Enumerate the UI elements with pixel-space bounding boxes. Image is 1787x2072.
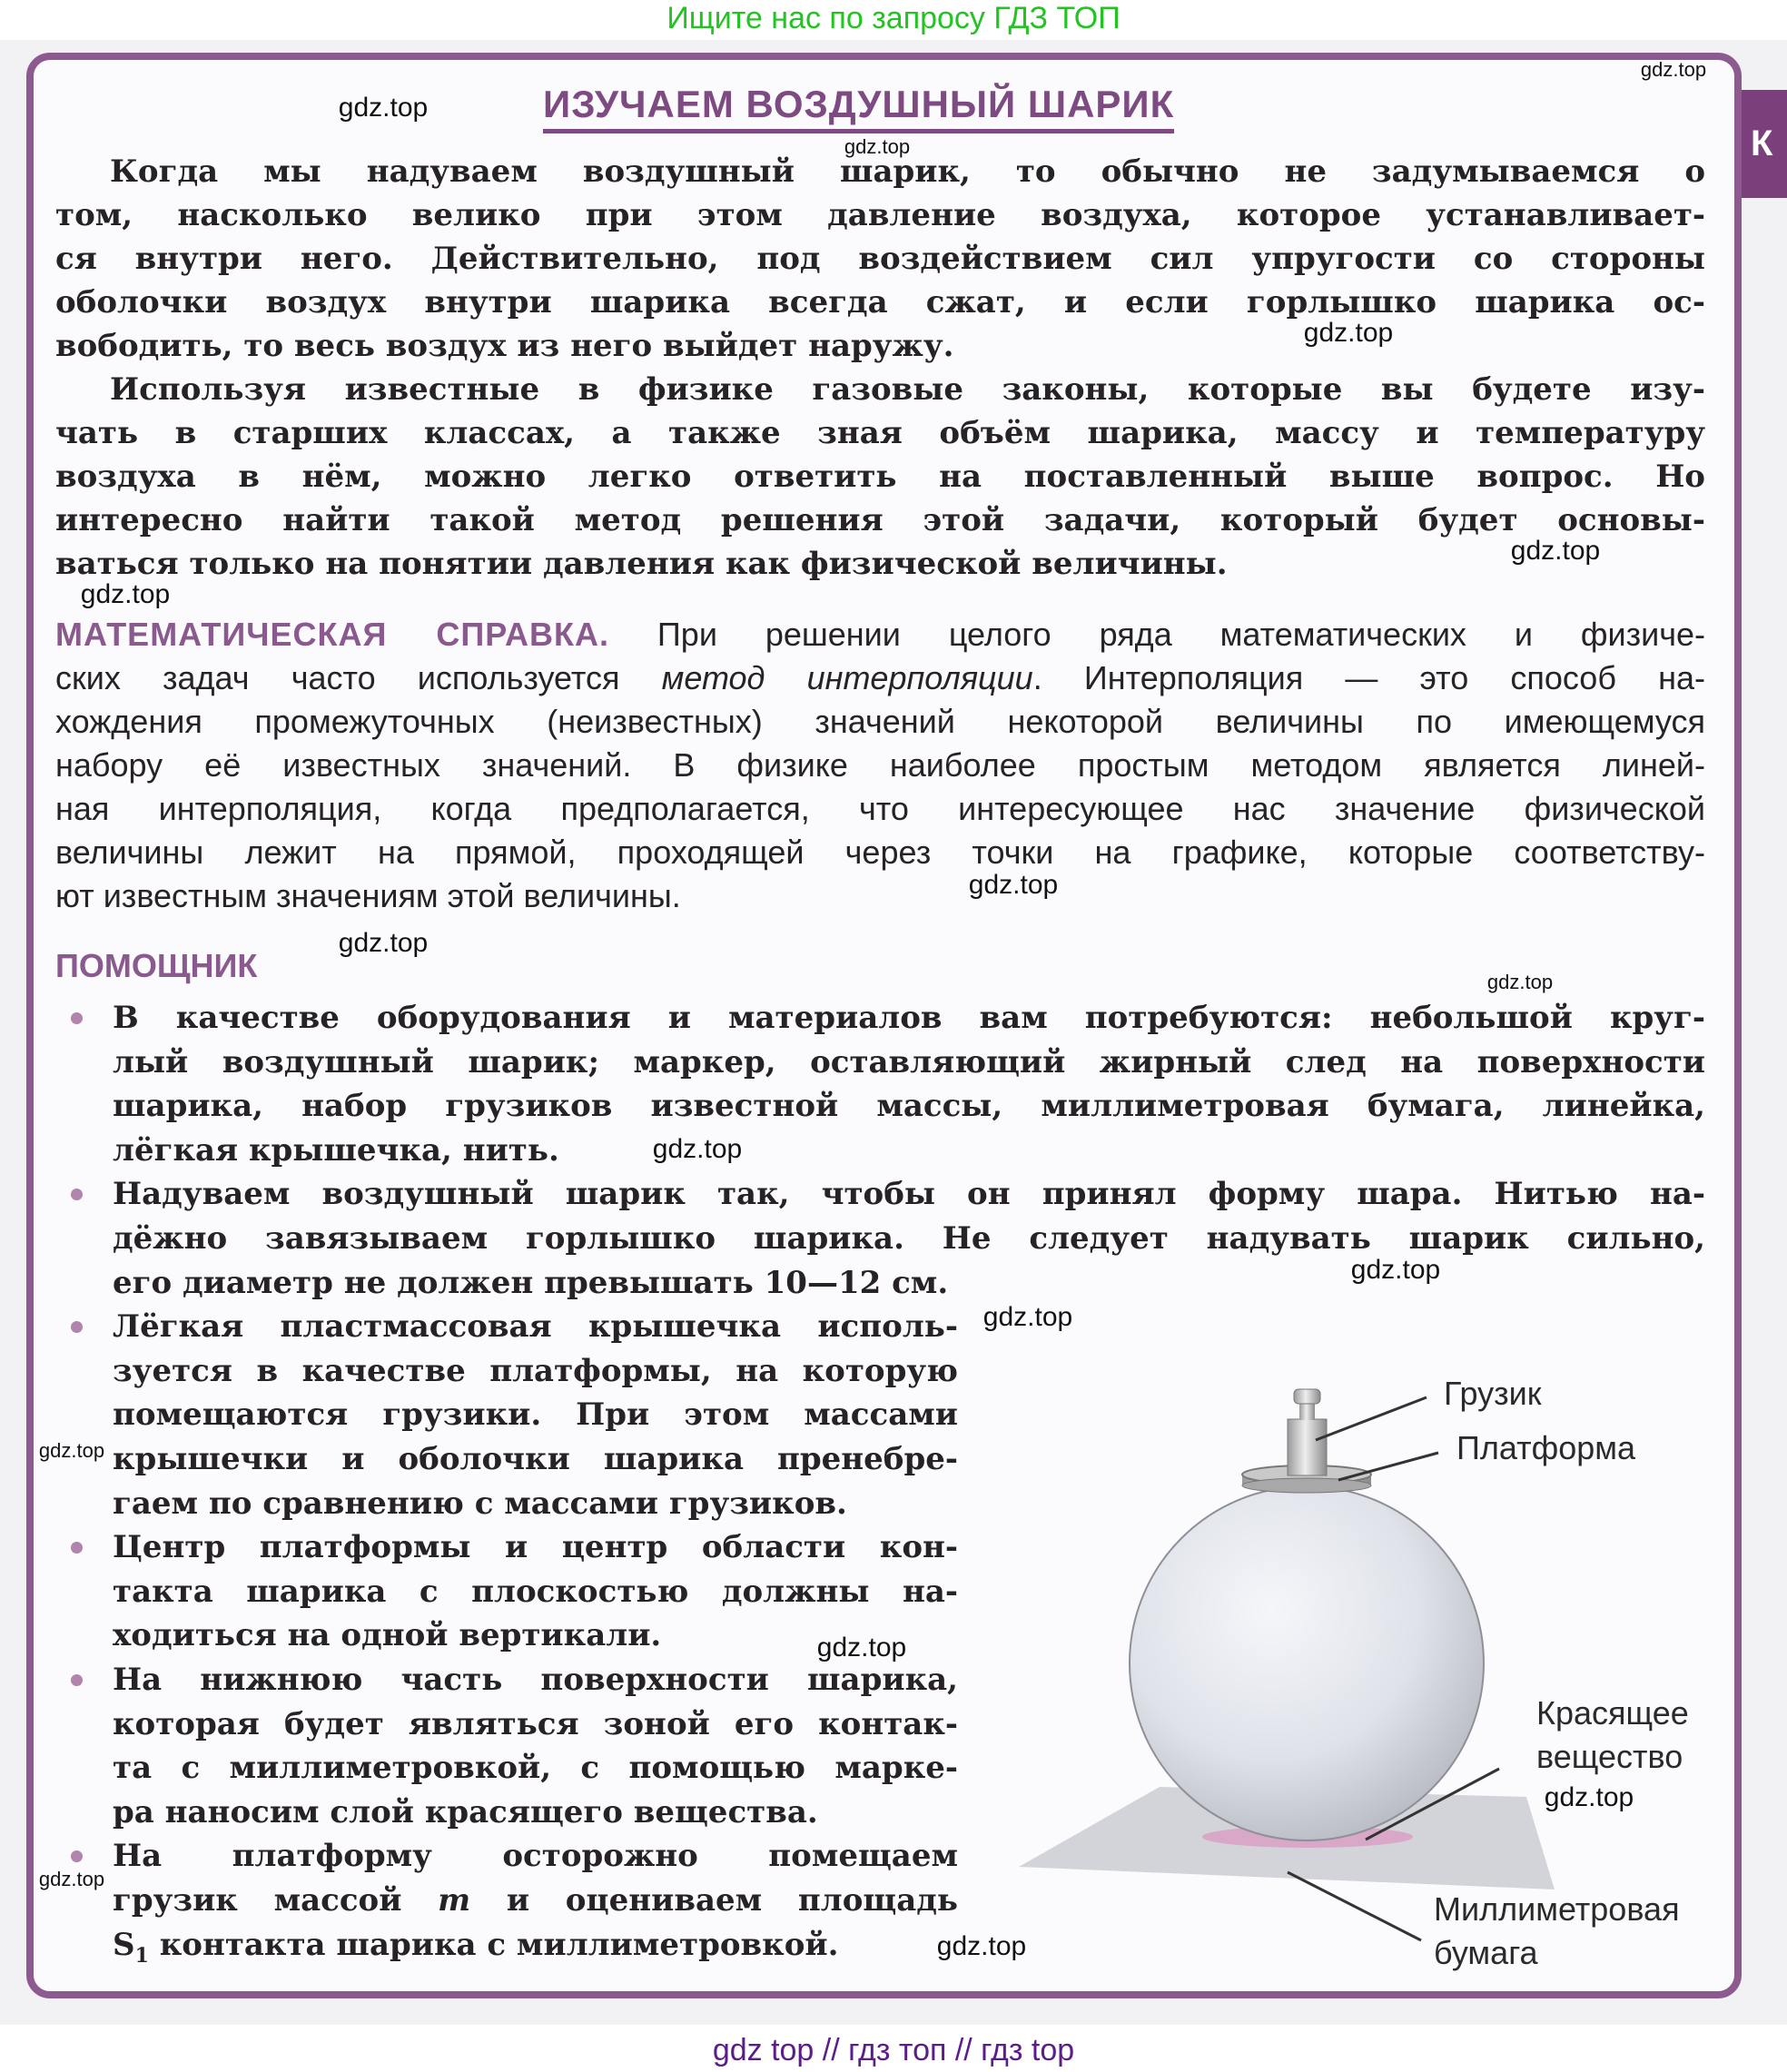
- bullet-line: Центр платформы и центр области кон-: [113, 1529, 958, 1566]
- math-line: ют известным значениям этой величины.: [55, 877, 681, 914]
- weight-neck: [1299, 1404, 1315, 1420]
- math-text: . Интерполяция — это способ на-: [1032, 659, 1706, 696]
- label-platform: Платформа: [1456, 1429, 1636, 1466]
- bullet-line: Надуваем воздушный шарик так, чтобы он принял форму шара. Нитью на-: [113, 1176, 1705, 1213]
- weight-knob: [1294, 1389, 1320, 1404]
- footer-links[interactable]: gdz top // гдз топ // гдз top: [712, 2033, 1075, 2067]
- paragraph-line: Используя известные в физике газовые законы, которые вы будете изу-: [110, 371, 1705, 408]
- math-line: величины лежит на прямой, проходящей через точки на графике, которые соответству-: [55, 834, 1705, 871]
- paragraph-line: воздуха в нём, можно легко ответить на поставленный выше вопрос. Но: [55, 459, 1705, 495]
- paragraph-line: Когда мы надуваем воздушный шарик, то обычно не задумываемся о: [110, 153, 1705, 190]
- area-variable: S: [113, 1926, 135, 1963]
- watermark: gdz.top: [338, 928, 429, 958]
- area-subscript: 1: [134, 1943, 149, 1968]
- balloon: [1130, 1486, 1484, 1840]
- weight-body: [1288, 1419, 1327, 1475]
- label-dye-2: вещество: [1536, 1738, 1683, 1775]
- watermark: gdz.top: [1640, 58, 1707, 81]
- watermark: gdz.top: [1350, 1255, 1441, 1285]
- watermark: gdz.top: [844, 135, 911, 158]
- bullet-line: Лёгкая пластмассовая крышечка исполь-: [113, 1308, 958, 1346]
- bullet-line: дёжно завязываем горлышко шарика. Не следует надувать шарик сильно,: [113, 1220, 1705, 1257]
- bullet-text: контакта шарика с миллиметровкой.: [148, 1926, 839, 1963]
- bullet-line: крышечки и оболочки шарика пренебре-: [113, 1441, 958, 1477]
- paragraph-line: ваться только на понятии давления как физической величины.: [55, 546, 1228, 582]
- bullet-text: грузик массой: [113, 1882, 439, 1919]
- page-title: ИЗУЧАЕМ ВОЗДУШНЫЙ ШАРИК: [543, 82, 1174, 133]
- math-line: хождения промежуточных (неизвестных) значений некоторой величины по имеющемуся: [55, 703, 1705, 740]
- math-heading: МАТЕМАТИЧЕСКАЯ СПРАВКА.: [55, 616, 610, 653]
- watermark: gdz.top: [338, 93, 429, 123]
- bullet-line: ходиться на одной вертикали.: [113, 1617, 662, 1654]
- bullet-line: зуется в качестве платформы, на которую: [113, 1352, 958, 1389]
- paragraph-line: ся внутри него. Действительно, под воздействием сил упругости со стороны: [55, 241, 1705, 277]
- helper-heading: ПОМОЩНИК: [55, 947, 258, 984]
- watermark: gdz.top: [936, 1931, 1027, 1961]
- math-line: набору её известных значений. В физике наиболее простым методом является линей-: [55, 746, 1705, 784]
- math-text: ских задач часто используется: [55, 659, 662, 696]
- bullet-line: На платформу осторожно помещаем: [113, 1838, 958, 1875]
- search-banner[interactable]: Ищите нас по запросу ГДЗ ТОП: [666, 1, 1121, 35]
- label-weight: Грузик: [1444, 1375, 1542, 1412]
- watermark: gdz.top: [1510, 536, 1601, 566]
- mass-variable: m: [438, 1882, 471, 1919]
- paragraph-line: вободить, то весь воздух из него выйдет наружу.: [55, 328, 954, 364]
- bullet-line: В качестве оборудования и материалов вам потребуются: небольшой круг-: [113, 1000, 1705, 1036]
- bullet-line: его диаметр не должен превышать 10—12 см.: [113, 1264, 949, 1301]
- watermark: gdz.top: [968, 870, 1059, 900]
- bullet-line: ра наносим слой красящего вещества.: [113, 1793, 818, 1830]
- paragraph-line: чать в старших классах, а также зная объём шарика, массу и температуру: [55, 415, 1705, 451]
- bullet-line: которая будет являться зоной его контак-: [113, 1705, 958, 1742]
- paragraph-line: том, насколько велико при этом давление воздуха, которое устанавливает-: [55, 197, 1705, 233]
- leader-platform: [1338, 1453, 1438, 1480]
- bullet-line: шарика, набор грузиков известной массы, миллиметровая бумага, линейка,: [113, 1088, 1705, 1125]
- bullet-line: помещаются грузики. При этом массами: [113, 1396, 958, 1434]
- leader-weight: [1316, 1397, 1427, 1440]
- watermark: gdz.top: [652, 1134, 743, 1164]
- bullet-line: На нижнюю часть поверхности шарика,: [113, 1662, 958, 1698]
- label-paper-2: бумага: [1434, 1934, 1538, 1971]
- bullet-line: такта шарика с плоскостью должны на-: [113, 1573, 958, 1610]
- watermark: gdz.top: [38, 1439, 105, 1462]
- math-line: ная интерполяция, когда предполагается, что интересующее нас значение физической: [55, 790, 1705, 827]
- side-tab: К: [1742, 90, 1787, 198]
- bullet-line: гаем по сравнению с массами грузиков.: [113, 1485, 847, 1522]
- bullet-line: лый воздушный шарик; маркер, оставляющий жирный след на поверхности: [113, 1043, 1705, 1080]
- math-text: При решении целого ряда математических и физиче-: [609, 616, 1705, 653]
- watermark: gdz.top: [982, 1302, 1073, 1332]
- watermark: gdz.top: [38, 1868, 105, 1890]
- watermark: gdz.top: [80, 579, 171, 609]
- bullet-text: и оцениваем площадь: [470, 1882, 958, 1919]
- watermark: gdz.top: [816, 1633, 907, 1663]
- watermark: gdz.top: [1303, 318, 1394, 348]
- bullet-line: та с миллиметровкой, с помощью марке-: [113, 1750, 958, 1787]
- label-dye: Красящее: [1536, 1694, 1689, 1732]
- watermark: gdz.top: [1544, 1782, 1634, 1812]
- math-italic-term: метод интерполяции: [661, 659, 1033, 696]
- paragraph-line: интересно найти такой метод решения этой задачи, который будет основы-: [55, 502, 1705, 538]
- bullet-line: лёгкая крышечка, нить.: [113, 1131, 559, 1169]
- label-paper: Миллиметровая: [1434, 1890, 1680, 1928]
- watermark: gdz.top: [1486, 971, 1554, 993]
- paragraph-line: оболочки воздух внутри шарика всегда сжат, и если горлышко шарика ос-: [55, 284, 1705, 321]
